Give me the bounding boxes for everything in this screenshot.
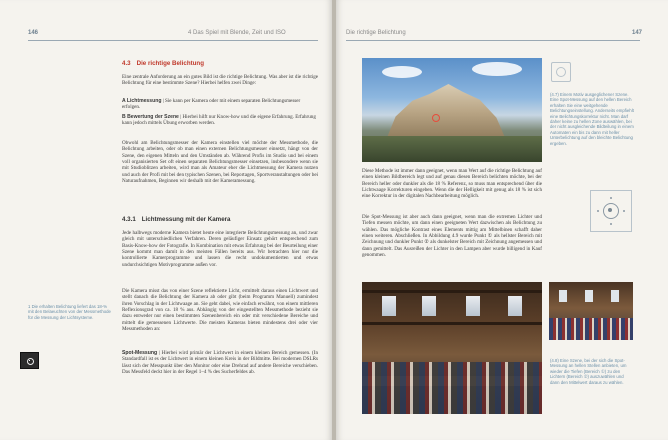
intro-paragraph: Eine zentrale Anforderung an ein gutes Bild ist die richtige Belichtung. Was aber ist die richtige Belichtung für eine bestimmte Szene? Hierbei helfen zwei Dinge: bbox=[122, 74, 318, 87]
meter-point bbox=[597, 210, 599, 212]
body-paragraph: Jede halbwegs moderne Kamera bietet heute eine integrierte Belichtungsmessung an, und zwar gleich mit unterschiedlichen Verfahren. Deren geläufiger Einsatz gehört entsprechend zum Basis-Know-how der Fotografie. In Kombination mit etwas Erfahrung bei der Beurteilung einer Szene kommt man damit in den meisten Fällen bereits aus. Wir betrachten hier nur die kontrollierte Kamerprogramme und lassen die recht undokumentierten und etwas undurchsichtigen Motivprogramme außen vor. bbox=[122, 230, 318, 268]
meter-core bbox=[608, 208, 612, 212]
spot-metering-icon bbox=[20, 352, 39, 369]
mountain-photo bbox=[362, 58, 542, 162]
window bbox=[508, 296, 522, 316]
section-title: Die richtige Belichtung bbox=[136, 60, 204, 67]
metering-pattern-icon bbox=[590, 190, 632, 232]
meter-circle bbox=[556, 67, 566, 77]
definition-list bbox=[122, 98, 318, 129]
window bbox=[559, 290, 567, 302]
crowd bbox=[549, 318, 633, 340]
window bbox=[466, 296, 480, 316]
meter-point bbox=[610, 223, 612, 225]
section-number: 4.3 bbox=[122, 60, 131, 67]
window bbox=[422, 296, 436, 316]
body-paragraph: Die Spot-Messung ist aber auch dann geeignet, wenn man die extremen Lichter und Tiefen messen möchte, um dann einen geeigneten Wert dazwischen als Belichtung zu wählen. Das mögliche Kontrast eines Elements mittig am Mittelbinen schafft daher einen weiteren. Abschließen. In Abbildung 4.9 wurde Punkt ① als hellster Bereich mit Zeichnung und dunkler Punkt ② als dunkelster Bereich mit Zeichnung angemessen und dann gemittelt. Das Ausreißen der Lichter in den Lampen aber wurde billigend in Kauf genommen. bbox=[362, 214, 542, 259]
subsection-number: 4.3.1 bbox=[122, 216, 136, 223]
running-header: 4 Das Spiel mit Blende, Zeit und ISO bbox=[188, 30, 286, 36]
tree-line bbox=[362, 136, 542, 162]
sidenote: 1 Die erhalten Belichtung liefert das 18-% mit den Belaeuchten von der Messmethode für die Messung der Lichtsysteme. bbox=[28, 304, 111, 320]
page-number: 147 bbox=[632, 30, 643, 36]
caption-top: (4.7) Einem Motiv ausgeglichener Szene. Eine Spot-Messung auf den hellen Bereich erhalten Sie eine weitgehende Belichtungseinstellung. Anderseits empfiehlt eine Belichtungskorrektur nicht. Man darf daher keine zu hellen Zone auswählen, bei der nicht ausgleichende Bildteilung in einem Automaten ein bis zu dann mit heller Unterbelichtung auf den bleichte Belichtung ergeben. bbox=[550, 92, 634, 146]
meter-point bbox=[623, 210, 625, 212]
spot-marker-icon bbox=[432, 114, 440, 122]
window bbox=[611, 290, 619, 302]
roof-beam bbox=[362, 290, 542, 293]
body-paragraph: Diese Methode ist immer dann geeignet, wenn man Wert auf die richtige Belichtung auf einen kleinen Bildbereich legt und auf genau diesen Bereich belichten möchte, bei der Bereich heller oder dunkler als die 18 % Referenz, so muss man entsprechend über die Lichtwaage Korrekturen eingeben. Wenn die der Helligkeit mit genug als 18 % ist sich eine Korrektur in der digitalen Nachbearbeitung möglich. bbox=[362, 168, 542, 200]
subsection-title: Lichtmessung mit der Kamera bbox=[141, 216, 231, 223]
body-paragraph: Obwohl am Belichtungsmesser der Kamera einstellen viel möchte der Messmethode, die Belichtung arbeiten, oder ob man einen externen Belichtungsmesser einsetzt, hängt von der Szene, den eigenen Mitteln und den Umständen ab. Während Profis im Studio und bei einem voll organisierten Set oft einen separaten Belichtungsmesser einsetzen, insbesondere wenn sie mit Studioblitzen arbeiten, wird man als Amateur eher die Lichtmessung der Kamera nutzen und auch der Profi mit bei den typischen Szenen, bei Reportagen, Sportveranstaltungen oder bei Naturaufnahmen, Beginnen wir deshalb mit der Kameramessung. bbox=[122, 140, 318, 185]
crowd bbox=[362, 362, 542, 414]
meter-point bbox=[610, 197, 612, 199]
section-heading bbox=[122, 60, 204, 67]
cloud bbox=[472, 62, 522, 76]
cloud bbox=[382, 66, 422, 78]
left-page bbox=[0, 0, 332, 440]
roof-beam bbox=[362, 322, 542, 325]
running-header: Die richtige Belichtung bbox=[346, 30, 406, 36]
hall-photo bbox=[362, 282, 542, 414]
list-text: Sie kann per Kamera oder mit einem separaten Belichtungsmesser erfolgen. bbox=[122, 98, 301, 111]
window bbox=[585, 290, 593, 302]
caption-bottom: (4.8) Eine Szene, bei der sich die Spot-Messung an hellen Stellen anbieten, um wieder die Tiefen (Bereich ①) zu den Lichtern (Bereich ②) auszuwählen und dann den Mittelwert daraus zu wählen. bbox=[550, 358, 627, 385]
hall-detail-photo bbox=[549, 282, 633, 340]
list-item: A Lichtmessung | Sie kann per Kamera oder mit einem separaten Belichtungsmesser erfolgen. bbox=[122, 98, 301, 111]
spot-term: Spot-Messung bbox=[122, 350, 158, 356]
list-text: Hierbei hilft nur Know-how und die eigene Erfahrung. Erfahrung kann jedoch mittels Übung erworben werden. bbox=[122, 113, 316, 127]
page-number: 146 bbox=[28, 30, 39, 36]
header-rule bbox=[346, 40, 640, 41]
camera-meter-icon bbox=[551, 62, 571, 82]
list-term: B Bewertung der Szene bbox=[122, 113, 179, 120]
window bbox=[382, 296, 396, 316]
subsection-heading bbox=[122, 216, 230, 223]
rock-face bbox=[386, 84, 506, 140]
spot-dot bbox=[29, 360, 30, 361]
list-term: A Lichtmessung bbox=[122, 98, 162, 104]
list-item: B Bewertung der Szene | Hierbei hilft nur Know-how und die eigene Erfahrung. Erfahrung kann jedoch mittels Übung erworben werden. bbox=[122, 113, 316, 127]
header-rule bbox=[28, 40, 318, 41]
spot-paragraph: Spot-Messung | Hierbei wird primär der Lichtwert in einem kleinen Bereich gemessen. (In Standardfall ist es der Lichtwert in einem kleinen Kreis in der Bildmitte. Bei modernen DSLRs lässt sich der Messpunkt über den Monitor oder eine Drehrad auf andere Bereiche verschieben. Das Messfeld deckt hier in der Regel 1–4 % des Sucherfeldes ab. bbox=[122, 350, 318, 376]
spot-text: Hierbei wird primär der Lichtwert in einem kleinen Bereich gemessen. (In Standardfall ist es der Lichtwert in einem kleinen Kreis in der Bildmitte. Bei modernen DSLRs lässt sich der Messpunkt über den Monitor oder eine Drehrad auf andere Bereiche verschieben. Das Messfeld deckt hier in der Regel 1–4 % des Sucherfeldes ab. bbox=[122, 350, 318, 376]
body-paragraph: Die Kamera misst das von einer Szene reflektierte Licht, ermittelt daraus einen Lichtwert und stellt danach die Belichtung der Kamera ab oder gibt (beim Programm Manuell) zumindest ihren Vorschlag in der Lichtwaage an. Sie geht dabei, wie einfach erwähnt, von einem mittleren Reflexionsgrad von ca. 18 % aus. Abhängig von der eingestellten Messmethode bezieht sie dazu entweder nur einen bestimmten Szenenbereich ein oder mit verschiedene Bereiche und mittelt die gemessenen Lichtwerte. Die meisten Kameras bieten mindestens drei oder vier Messmethoden an: bbox=[122, 288, 318, 333]
